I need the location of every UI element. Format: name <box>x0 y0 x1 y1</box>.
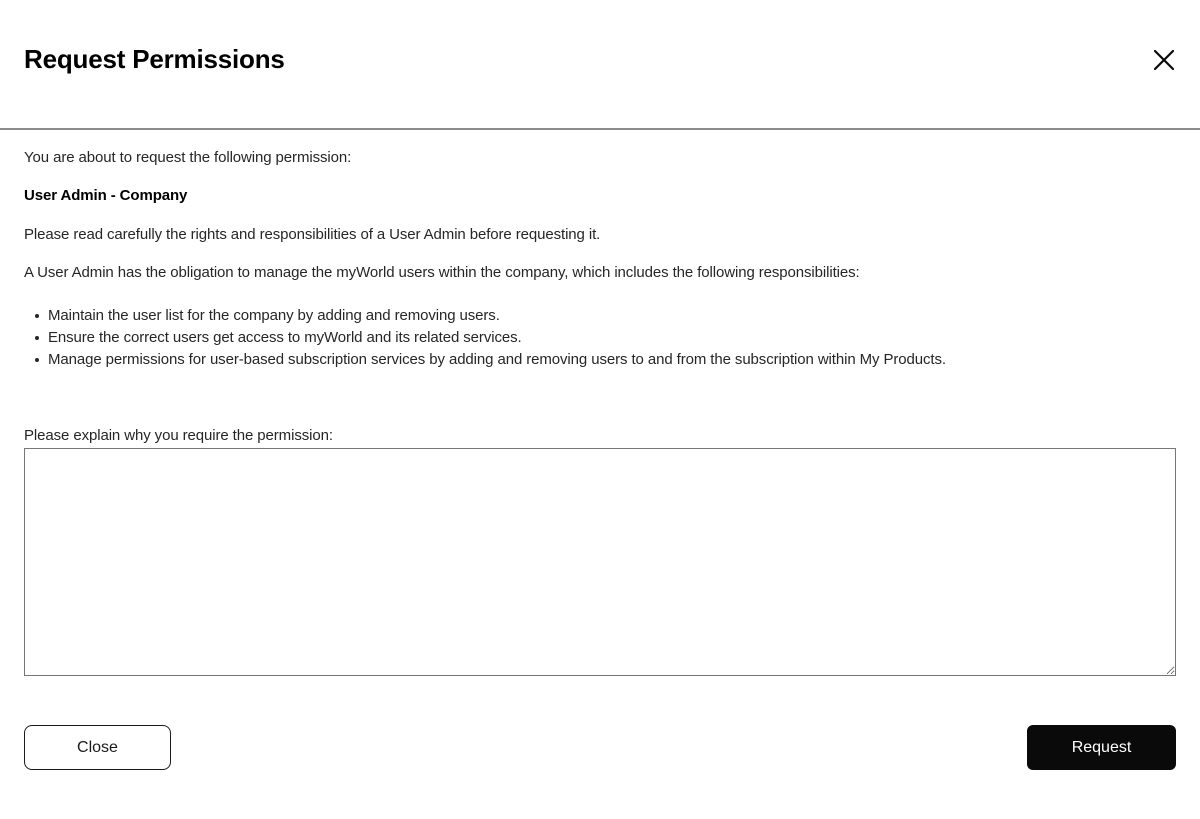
obligation-text: A User Admin has the obligation to manage the myWorld users within the company, which includes the following responsibilities: <box>24 264 860 281</box>
intro-text: You are about to request the following permission: <box>24 149 352 166</box>
reason-textarea[interactable] <box>24 448 1176 676</box>
close-button[interactable] <box>1150 46 1178 74</box>
list-item: Ensure the correct users get access to myWorld and its related services. <box>24 327 1176 349</box>
request-button[interactable]: Request <box>1027 725 1176 770</box>
dialog-header <box>0 0 1200 130</box>
dialog-footer <box>24 725 1176 770</box>
reason-label: Please explain why you require the permission: <box>24 427 333 444</box>
close-dialog-button[interactable]: Close <box>24 725 171 770</box>
close-icon <box>1152 48 1176 72</box>
page-title: Request Permissions <box>24 44 285 74</box>
list-item: Manage permissions for user-based subscription services by adding and removing users to and from the subscription within My Products. <box>24 349 1176 371</box>
responsibilities-list <box>24 305 1176 371</box>
permission-name: User Admin - Company <box>24 187 188 204</box>
dialog-body <box>0 150 1200 676</box>
read-carefully-text: Please read carefully the rights and responsibilities of a User Admin before requesting it. <box>24 226 601 243</box>
list-item: Maintain the user list for the company by adding and removing users. <box>24 305 1176 327</box>
